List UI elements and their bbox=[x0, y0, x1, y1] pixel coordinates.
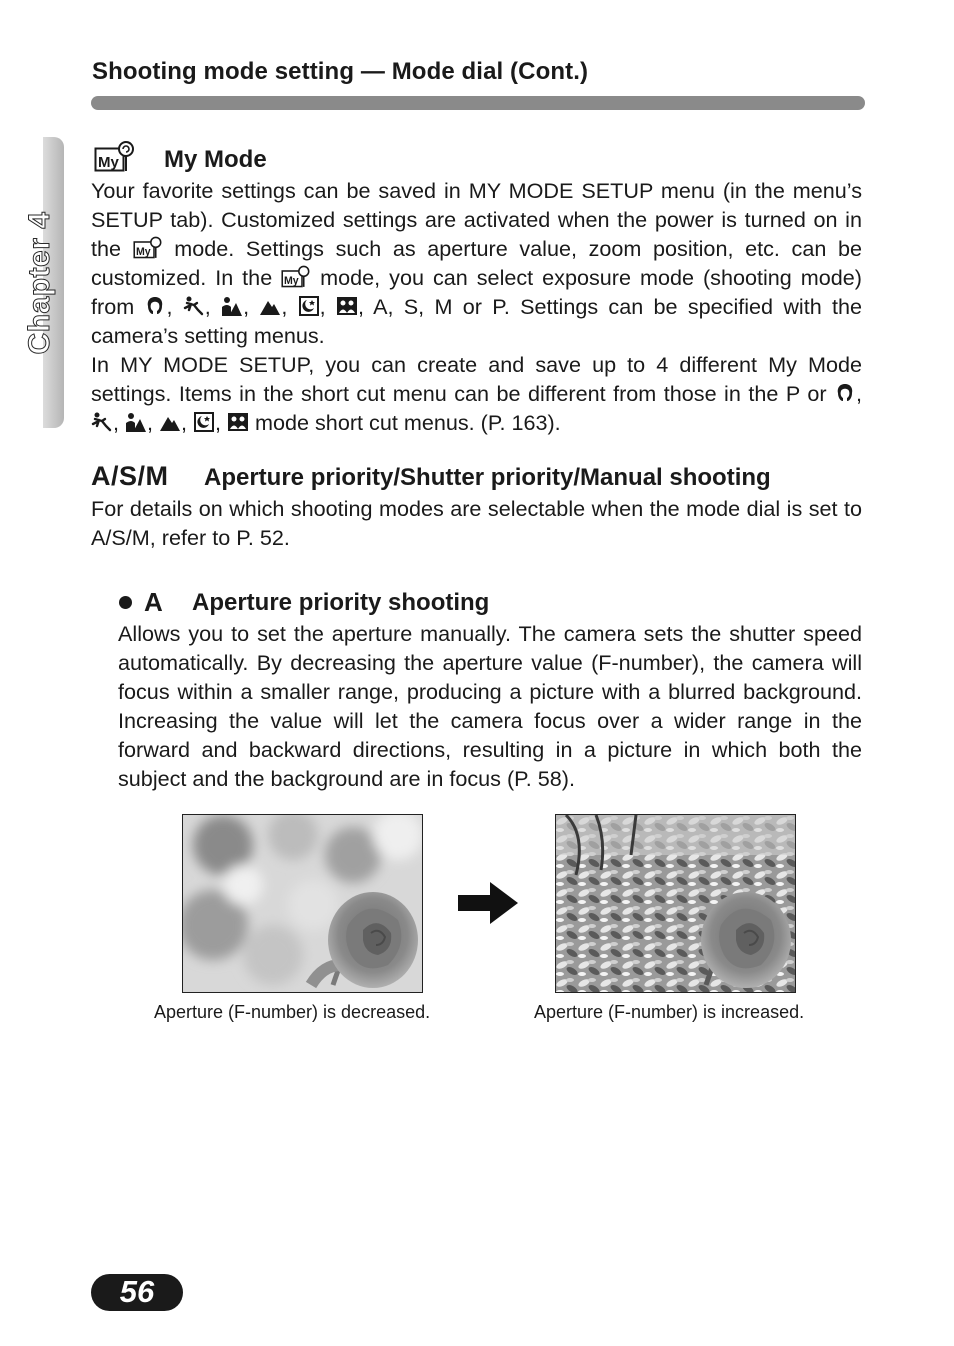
separator: , bbox=[281, 294, 298, 319]
caption-aperture-increased: Aperture (F-number) is increased. bbox=[534, 1002, 805, 1022]
text-run: mode. Settings such as aperture value, zoom position, etc. can be customized. In the bbox=[91, 236, 862, 290]
asm-description: For details on which shooting modes are selectable when the mode dial is set to A/S/M, refer to P. 52. bbox=[91, 496, 862, 550]
text-run: mode short cut menus. (P. 163). bbox=[249, 410, 561, 435]
sports-icon bbox=[183, 295, 205, 317]
landscape-portrait-icon bbox=[125, 411, 147, 433]
separator: , bbox=[243, 294, 260, 319]
separator: , bbox=[215, 410, 227, 435]
night-scene-icon bbox=[193, 411, 215, 433]
aperture-heading: Aperture priority shooting bbox=[192, 589, 490, 616]
aperture-description: Allows you to set the aperture manually. The camera sets the shutter speed automatically. By decreasing the aperture value (F-number), the camera will focus within a smaller range, producing a picture with a blurred background. Increasing the value will let the camera focus over a wider range in the forward and backward directions, resulting in a picture in which both the subject and the background are in focus (P. 58). bbox=[118, 621, 862, 791]
bullet-dot bbox=[119, 596, 132, 609]
my-mode-icon bbox=[94, 140, 136, 174]
portrait-icon bbox=[834, 382, 856, 404]
self-portrait-icon bbox=[227, 411, 249, 433]
text-run: Your favorite settings can be saved in MY MODE SETUP menu (in the menu’s SETUP tab). Customized settings are activated when the power is turned on in the bbox=[91, 178, 862, 261]
photo-aperture-increased bbox=[555, 814, 796, 993]
portrait-icon bbox=[144, 295, 166, 317]
separator: , bbox=[181, 410, 193, 435]
separator: , bbox=[147, 410, 159, 435]
separator: , bbox=[166, 294, 183, 319]
separator: , bbox=[113, 410, 125, 435]
aperture-mode-label: A bbox=[144, 587, 163, 617]
landscape-icon bbox=[159, 411, 181, 433]
my-mode-heading: My Mode bbox=[164, 146, 267, 173]
header-rule bbox=[91, 96, 865, 110]
my-mode-icon bbox=[133, 236, 163, 260]
photo-aperture-decreased bbox=[182, 814, 423, 993]
landscape-icon bbox=[259, 295, 281, 317]
sports-icon bbox=[91, 411, 113, 433]
svg-text:My: My bbox=[135, 246, 151, 259]
separator: , bbox=[204, 294, 222, 319]
chapter-label: Chapter 4 bbox=[23, 211, 56, 355]
self-portrait-icon bbox=[336, 295, 358, 317]
section-title: Shooting mode setting — Mode dial (Cont.) bbox=[92, 58, 589, 85]
text-run: , A, S, M or P. Settings can be specified with the camera’s setting menus. bbox=[91, 294, 863, 348]
my-mode-description bbox=[91, 176, 862, 437]
asm-mode-label: A/S/M bbox=[91, 461, 169, 491]
asm-heading: Aperture priority/Shutter priority/Manual shooting bbox=[204, 464, 771, 491]
svg-text:My: My bbox=[284, 275, 299, 288]
night-scene-icon bbox=[298, 295, 320, 317]
text-run: mode, you can select exposure mode (shooting mode) from bbox=[91, 265, 862, 319]
separator: , bbox=[856, 381, 862, 406]
landscape-portrait-icon bbox=[221, 295, 243, 317]
text-run: In MY MODE SETUP, you can create and save up to 4 different My Mode settings. Items in the short cut menu can be different from those in the P or bbox=[91, 352, 862, 406]
page-number: 56 bbox=[119, 1274, 155, 1309]
separator: , bbox=[319, 294, 336, 319]
svg-text:My: My bbox=[98, 154, 119, 171]
caption-aperture-decreased: Aperture (F-number) is decreased. bbox=[154, 1002, 431, 1022]
my-mode-icon bbox=[281, 265, 311, 289]
arrow-right-icon bbox=[458, 880, 520, 926]
